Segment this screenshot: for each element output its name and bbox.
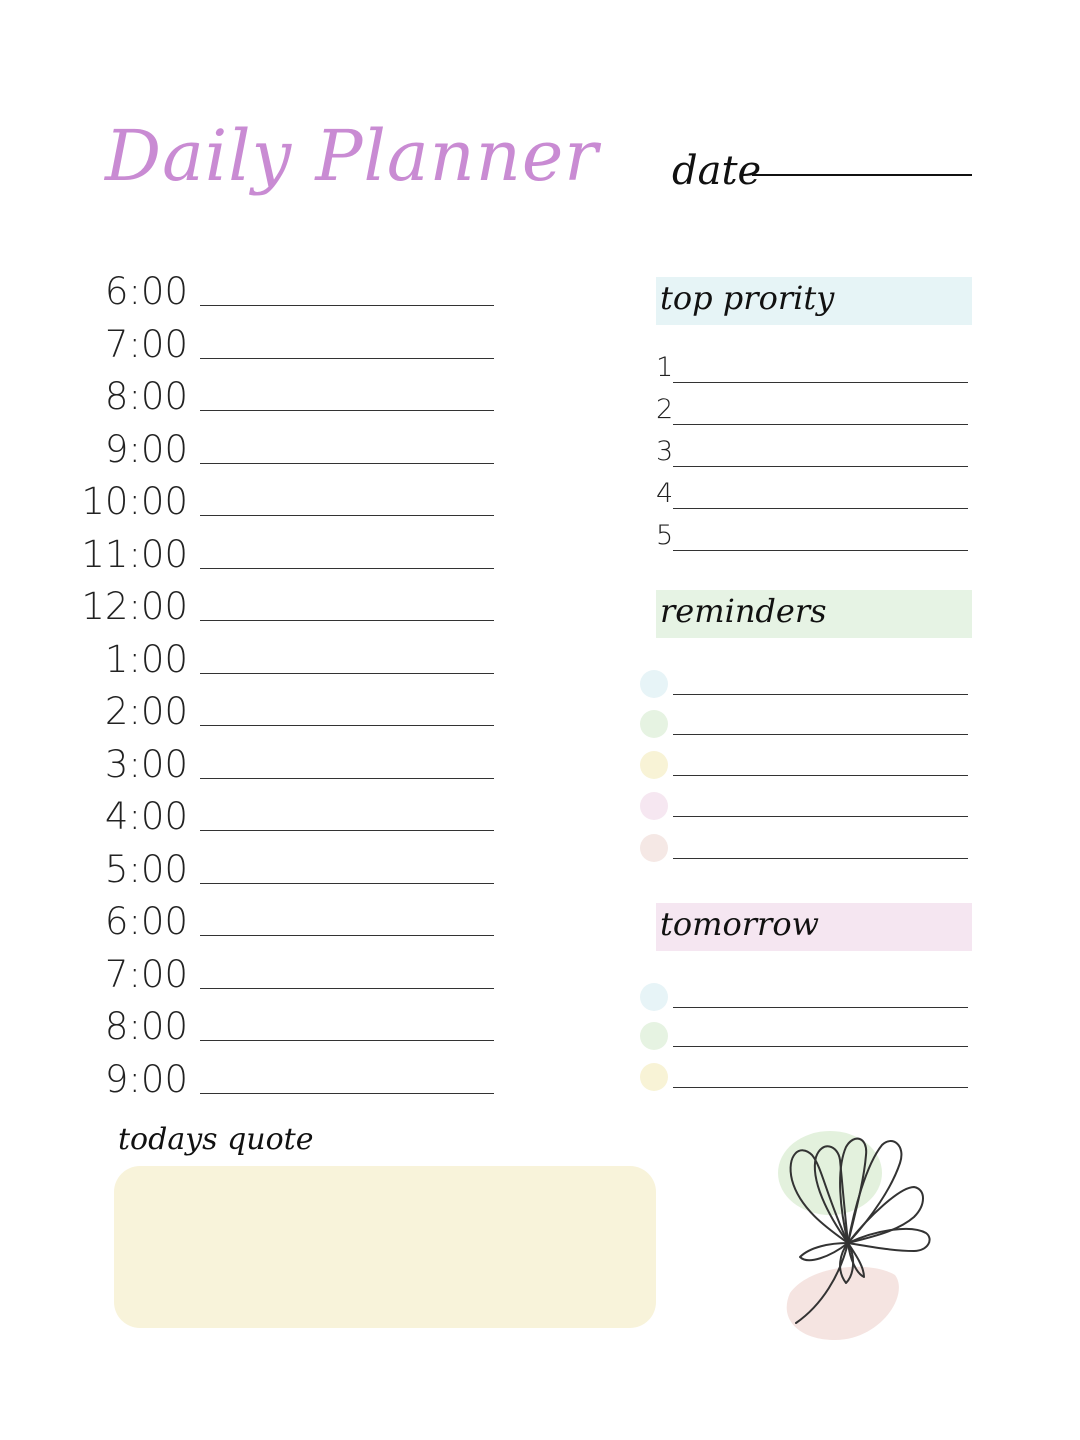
bullet-dot-icon <box>640 792 668 820</box>
slot-time: 7:00 <box>104 322 188 366</box>
priority-item <box>656 352 972 394</box>
reminders-header <box>656 590 972 638</box>
slot-entry-line[interactable] <box>200 568 494 569</box>
bullet-dot-icon <box>640 751 668 779</box>
schedule-slot <box>102 1056 502 1109</box>
priority-number: 3 <box>656 436 674 467</box>
quote-title: todays quote <box>118 1122 314 1157</box>
reminder-entry-line[interactable] <box>673 775 968 776</box>
reminder-entry-line[interactable] <box>673 816 968 817</box>
priority-number: 2 <box>656 394 674 425</box>
priority-item <box>656 478 972 520</box>
slot-entry-line[interactable] <box>200 1040 494 1041</box>
schedule-slot <box>102 846 502 899</box>
bullet-dot-icon <box>640 1063 668 1091</box>
slot-entry-line[interactable] <box>200 883 494 884</box>
slot-entry-line[interactable] <box>200 410 494 411</box>
priority-entry-line[interactable] <box>673 466 968 467</box>
priority-entry-line[interactable] <box>673 550 968 551</box>
schedule-slot <box>81 583 502 636</box>
reminder-entry-line[interactable] <box>673 694 968 695</box>
priority-item <box>656 520 972 562</box>
schedule-slot <box>102 898 502 951</box>
slot-entry-line[interactable] <box>200 1093 494 1094</box>
priority-number: 4 <box>656 478 674 509</box>
slot-entry-line[interactable] <box>200 620 494 621</box>
slot-time: 5:00 <box>104 847 188 891</box>
priority-number: 1 <box>656 352 674 383</box>
reminder-item <box>640 751 970 791</box>
schedule-slot <box>102 1003 502 1056</box>
hourly-schedule <box>81 268 502 1108</box>
slot-time: 2:00 <box>104 690 188 733</box>
slot-time: 11:00 <box>81 532 188 576</box>
schedule-slot <box>102 426 502 479</box>
priority-item <box>656 436 972 478</box>
slot-time: 12:00 <box>81 585 188 628</box>
slot-time: 10:00 <box>81 480 188 523</box>
slot-time: 9:00 <box>104 1057 188 1101</box>
reminder-entry-line[interactable] <box>673 858 968 859</box>
slot-entry-line[interactable] <box>200 830 494 831</box>
tomorrow-item <box>640 983 970 1023</box>
top-priority-title: top prority <box>660 279 835 317</box>
reminders-title: reminders <box>660 592 827 630</box>
schedule-slot <box>81 531 502 584</box>
quote-box[interactable] <box>114 1166 656 1328</box>
tomorrow-header <box>656 903 972 951</box>
tomorrow-entry-line[interactable] <box>673 1046 968 1047</box>
schedule-slot <box>102 321 502 374</box>
bullet-dot-icon <box>640 983 668 1011</box>
schedule-slot <box>102 793 502 846</box>
schedule-slot <box>102 741 502 794</box>
priority-entry-line[interactable] <box>673 508 968 509</box>
tomorrow-entry-line[interactable] <box>673 1007 968 1008</box>
slot-time: 4:00 <box>104 795 188 838</box>
priority-entry-line[interactable] <box>673 382 968 383</box>
schedule-slot <box>102 688 502 741</box>
slot-entry-line[interactable] <box>200 778 494 779</box>
tomorrow-title: tomorrow <box>660 905 819 943</box>
bullet-dot-icon <box>640 1022 668 1050</box>
slot-time: 9:00 <box>104 427 188 471</box>
slot-time: 8:00 <box>104 1005 188 1048</box>
reminder-entry-line[interactable] <box>673 734 968 735</box>
slot-time: 1:00 <box>104 637 188 681</box>
slot-time: 6:00 <box>104 270 188 313</box>
slot-entry-line[interactable] <box>200 515 494 516</box>
schedule-slot <box>81 478 502 531</box>
slot-entry-line[interactable] <box>200 725 494 726</box>
reminder-item <box>640 834 970 874</box>
bullet-dot-icon <box>640 670 668 698</box>
bullet-dot-icon <box>640 710 668 738</box>
priority-number: 5 <box>656 520 674 551</box>
date-label: date <box>672 148 762 194</box>
tomorrow-item <box>640 1063 970 1103</box>
priority-item <box>656 394 972 436</box>
tomorrow-item <box>640 1022 970 1062</box>
slot-entry-line[interactable] <box>200 305 494 306</box>
bullet-dot-icon <box>640 834 668 862</box>
tomorrow-entry-line[interactable] <box>673 1087 968 1088</box>
priority-entry-line[interactable] <box>673 424 968 425</box>
schedule-slot <box>102 268 502 321</box>
schedule-slot <box>102 951 502 1004</box>
slot-entry-line[interactable] <box>200 463 494 464</box>
top-priority-header <box>656 277 972 325</box>
reminder-item <box>640 670 970 710</box>
slot-entry-line[interactable] <box>200 935 494 936</box>
schedule-slot <box>102 373 502 426</box>
slot-time: 8:00 <box>104 375 188 418</box>
reminder-item <box>640 710 970 750</box>
schedule-slot <box>102 636 502 689</box>
flower-line-drawing-icon <box>760 1125 950 1355</box>
slot-entry-line[interactable] <box>200 673 494 674</box>
slot-time: 6:00 <box>104 900 188 943</box>
slot-entry-line[interactable] <box>200 358 494 359</box>
reminder-item <box>640 792 970 832</box>
slot-entry-line[interactable] <box>200 988 494 989</box>
page-title: Daily Planner <box>105 115 599 197</box>
date-field-line[interactable] <box>752 174 972 176</box>
slot-time: 3:00 <box>104 742 188 786</box>
slot-time: 7:00 <box>104 952 188 996</box>
top-priority-list <box>656 352 972 562</box>
